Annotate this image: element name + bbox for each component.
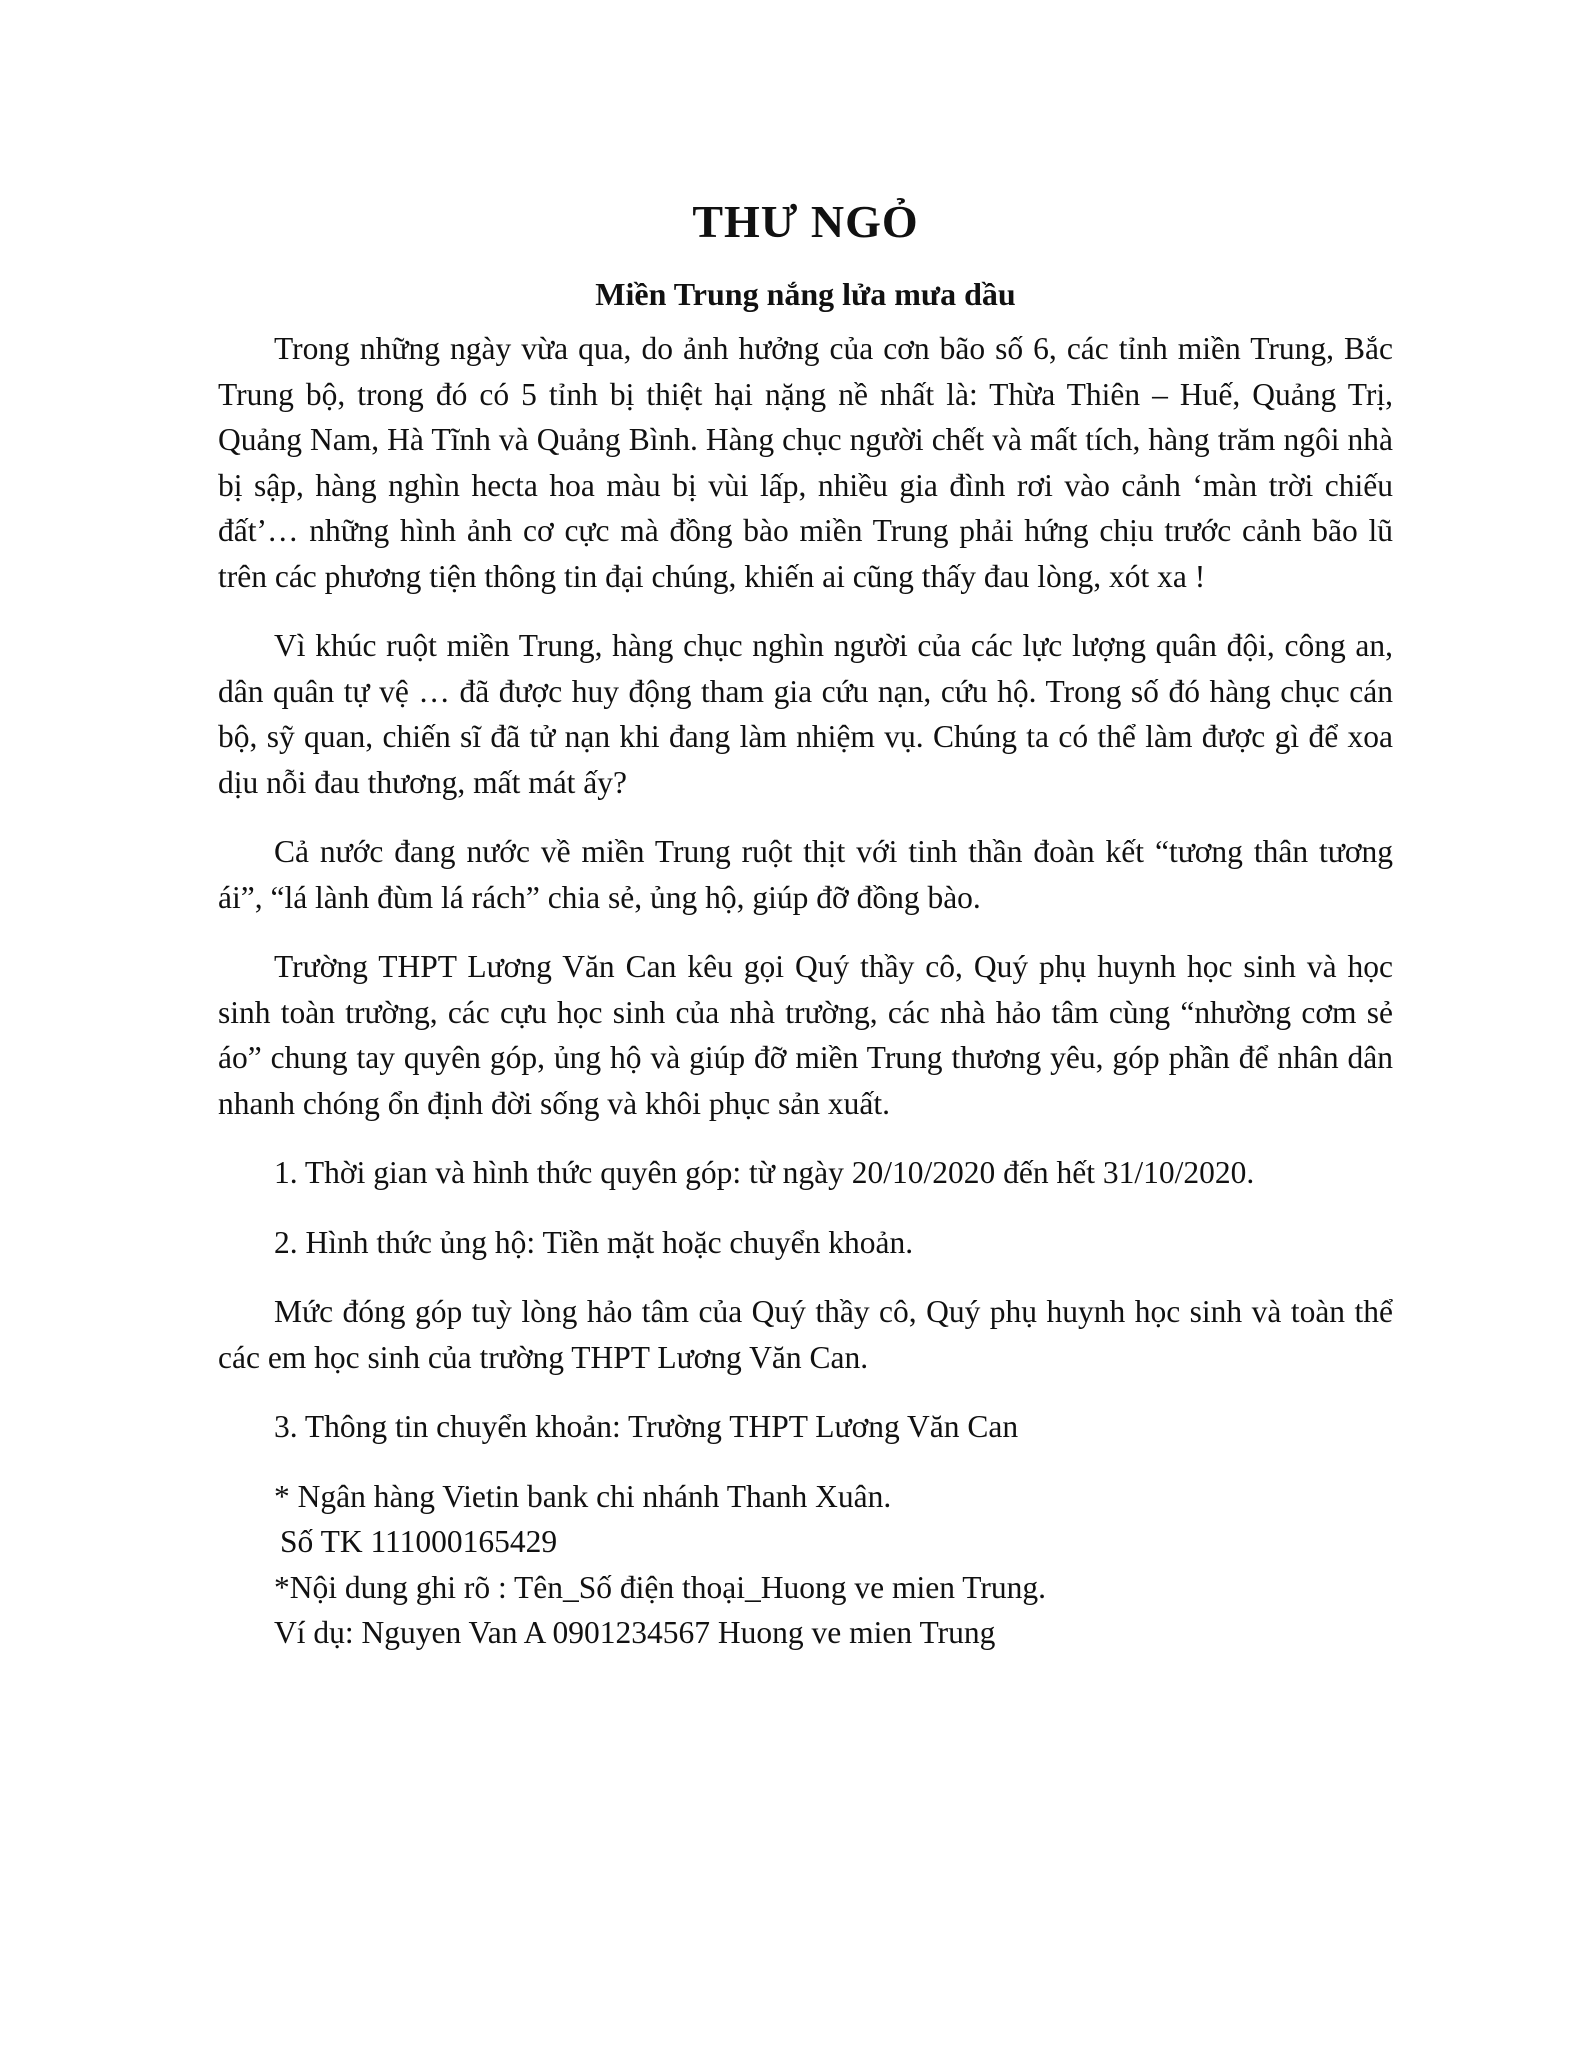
paragraph-transfer-info: 3. Thông tin chuyển khoản: Trường THPT Lương Văn Can [274,1409,1019,1444]
paragraph-contribution-level: Mức đóng góp tuỳ lòng hảo tâm của Quý thầy cô, Quý phụ huynh học sinh và toàn thể các em học sinh của trường THPT Lương Văn Can. [218,1294,1393,1375]
letter-title: THƯ NGỎ [692,196,919,247]
paragraph-school-appeal: Trường THPT Lương Văn Can kêu gọi Quý thầy cô, Quý phụ huynh học sinh và học sinh toàn trường, các cựu học sinh của nhà trường, các nhà hảo tâm cùng “nhường cơm sẻ áo” chung tay quyên góp, ủng hộ và giúp đỡ miền Trung thương yêu, góp phần để nhân dân nhanh chóng ổn định đời sống và khôi phục sản xuất. [218,949,1393,1121]
paragraph-donation-method: 2. Hình thức ủng hộ: Tiền mặt hoặc chuyển khoản. [274,1224,914,1260]
paragraph-donation-period: 1. Thời gian và hình thức quyên góp: từ ngày 20/10/2020 đến hết 31/10/2020. [274,1155,1255,1190]
bank-name-line: * Ngân hàng Vietin bank chi nhánh Thanh Xuân. [274,1478,892,1514]
paragraph-rescue-forces: Vì khúc ruột miền Trung, hàng chục nghìn người của các lực lượng quân đội, công an, dân quân tự vệ … đã được huy động tham gia cứu nạn, cứu hộ. Trong số đó hàng chục cán bộ, sỹ quan, chiến sĩ đã tử nạn khi đang làm nhiệm vụ. Chúng ta có thể làm được gì để xoa dịu nỗi đau thương, mất mát ấy? [218,628,1393,800]
letter-body [218,178,1393,1656]
transfer-content-line: *Nội dung ghi rõ : Tên_Số điện thoại_Huong ve mien Trung. [274,1569,1047,1605]
letter-subtitle: Miền Trung nắng lửa mưa dầu [595,276,1016,312]
bank-info-block [218,1474,1393,1656]
paragraph-nationwide-solidarity: Cả nước đang nước về miền Trung ruột thịt với tinh thần đoàn kết “tương thân tương ái”, “lá lành đùm lá rách” chia sẻ, ủng hộ, giúp đỡ đồng bào. [218,834,1393,915]
account-number-line: Số TK 111000165429 [280,1524,558,1559]
transfer-example-line: Ví dụ: Nguyen Van A 0901234567 Huong ve mien Trung [274,1615,996,1650]
paragraph-storm-impact: Trong những ngày vừa qua, do ảnh hưởng của cơn bão số 6, các tỉnh miền Trung, Bắc Trung bộ, trong đó có 5 tỉnh bị thiệt hại nặng nề nhất là: Thừa Thiên – Huế, Quảng Trị, Quảng Nam, Hà Tĩnh và Quảng Bình. Hàng chục người chết và mất tích, hàng trăm ngôi nhà bị sập, hàng nghìn hecta hoa màu bị vùi lấp, nhiều gia đình rơi vào cảnh ‘màn trời chiếu đất’… những hình ảnh cơ cực mà đồng bào miền Trung phải hứng chịu trước cảnh bão lũ trên các phương tiện thông tin đại chúng, khiến ai cũng thấy đau lòng, xót xa ! [218,331,1393,594]
